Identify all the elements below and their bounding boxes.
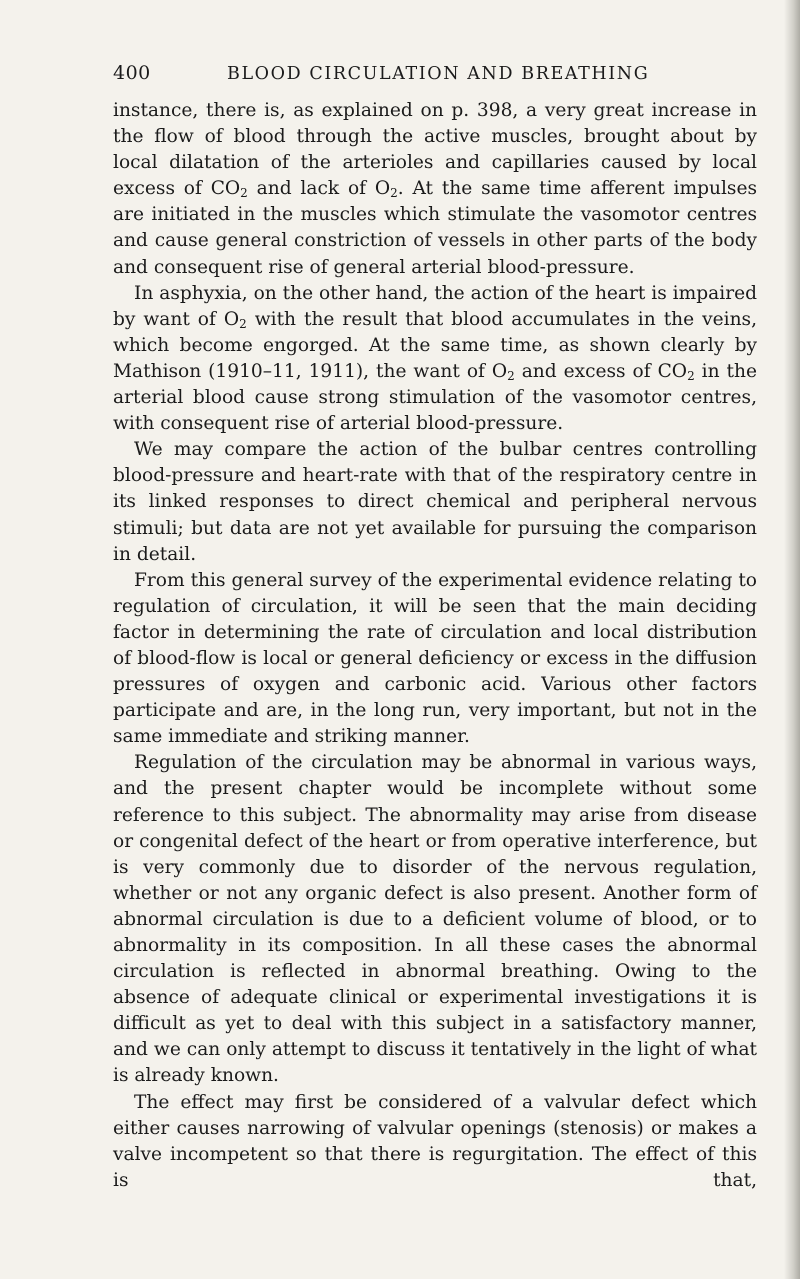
page-edge-shadow [784,0,800,1279]
subscript: 2 [507,368,515,383]
page-header [113,62,653,88]
paragraph-3: We may compare the action of the bulbar centres controlling blood-pressure and heart-rate with that of the respiratory centre in its linked responses to direct chemical and peripheral nervous stimuli; but data are not yet available for pursuing the comparison in detail. [113,439,757,565]
paragraph-1 [113,98,757,281]
subscript: 2 [239,316,247,331]
text-run: with the result that blood accumulates in the veins, which become engorged. At the same time, as shown clearly by Mathison (1910–11, 1911), the want of O [113,308,758,382]
paragraph-2 [113,281,757,438]
text-run: in the arterial blood cause strong stimulation of the vasomotor centres, with consequent rise of arterial blood-pressure. [113,360,757,435]
text-run: instance, there is, as explained on p. 398, a very great increase in the flow of blood through the active muscles, brought about by local dilatation of the arterioles and capillaries caused by local excess of CO [113,100,757,200]
text-run: and lack of O [247,178,391,200]
paragraph-6: The effect may first be considered of a valvular defect which either causes narrowing of valvular openings (stenosis) or makes a valve incompetent so that there is regurgitation. The effect of this is that, [113,1091,757,1191]
running-head: BLOOD CIRCULATION AND BREATHING [227,64,650,84]
page-number: 400 [113,62,151,84]
paragraph-5: Regulation of the circulation may be abnormal in various ways, and the present chapter would be incomplete without some reference to this subject. The abnormality may arise from disease or congenital defect of the heart or from operative interference, but is very commonly due to disorder of the nervous regulation, whether or not any organic defect is also present. Another form of abnormal circulation is due to a deficient volume of blood, or to abnormality in its composition. In all these cases the abnormal circulation is reflected in abnormal breathing. Owing to the absence of adequate clinical or experimental investigations it is difficult as yet to deal with this subject in a satisfactory manner, and we can only attempt to discuss it tentatively in the light of what is already known. [113,752,757,1087]
paragraph-4: From this general survey of the experimental evidence relating to regulation of circulation, it will be seen that the main deciding factor in determining the rate of circulation and local distribution of blood-flow is local or general deficiency or excess in the diffusion pressures of oxygen and carbonic acid. Various other factors participate and are, in the long run, very important, but not in the same immediate and striking manner. [113,569,757,748]
body-text [113,98,757,1194]
subscript: 2 [390,186,398,201]
subscript: 2 [240,186,248,201]
subscript: 2 [687,368,695,383]
text-run: In asphyxia, on the other hand, the action of the heart is impaired by want of O [113,282,757,330]
text-run: . At the same time afferent impulses are initiated in the muscles which stimulate the vasomotor centres and cause general constriction of vessels in other parts of the body and consequent rise of general arterial blood-pressure. [113,178,757,278]
text-run: and excess of CO [514,360,688,382]
